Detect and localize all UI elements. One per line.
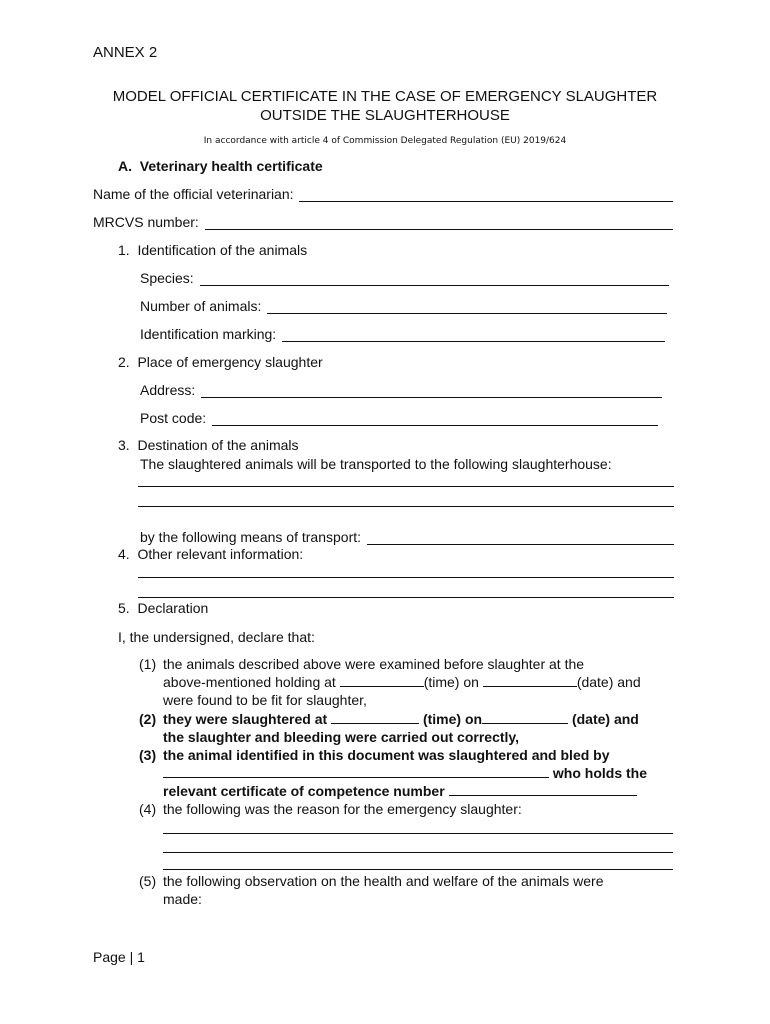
decl-1-line-3: were found to be fit for slaughter, xyxy=(163,692,367,708)
transport-blank[interactable] xyxy=(367,532,674,545)
mrcvs-label: MRCVS number: xyxy=(93,214,203,230)
decl-4-number: (4) xyxy=(139,801,157,817)
decl-3-certificate-blank[interactable] xyxy=(449,783,637,796)
decl-1-time-blank[interactable] xyxy=(340,674,424,687)
number-field[interactable] xyxy=(140,298,667,314)
decl-1-holding-text: above-mentioned holding at xyxy=(163,674,340,690)
other-info-blank-1[interactable] xyxy=(138,577,674,578)
decl-5-line-2: made: xyxy=(163,891,202,907)
number-blank[interactable] xyxy=(267,301,667,314)
decl-2-slaughtered-text: they were slaughtered at xyxy=(163,711,332,727)
decl-2-time-label: (time) on xyxy=(419,711,483,727)
marking-label: Identification marking: xyxy=(140,326,281,342)
address-blank[interactable] xyxy=(201,385,662,398)
decl-1-line-1: the animals described above were examined before slaughter at the xyxy=(163,656,585,672)
decl-5-number: (5) xyxy=(139,873,157,889)
species-blank[interactable] xyxy=(200,273,669,286)
decl-3-certificate-text: relevant certificate of competence number xyxy=(163,783,449,799)
transport-label: by the following means of transport: xyxy=(140,529,365,545)
decl-2-date-blank[interactable] xyxy=(482,711,568,724)
item-2-title: 2. Place of emergency slaughter xyxy=(118,354,323,370)
reason-blank-1[interactable] xyxy=(163,833,673,834)
decl-1-line-2 xyxy=(163,674,641,690)
decl-1-date-blank[interactable] xyxy=(483,674,577,687)
decl-4-line-1: the following was the reason for the emergency slaughter: xyxy=(163,801,522,817)
species-label: Species: xyxy=(140,270,198,286)
decl-1-number: (1) xyxy=(139,656,157,672)
transport-field[interactable] xyxy=(140,529,674,545)
decl-2-line-1 xyxy=(163,711,639,727)
item-1-title: 1. Identification of the animals xyxy=(118,242,308,258)
vet-name-label: Name of the official veterinarian: xyxy=(93,186,298,202)
species-field[interactable] xyxy=(140,270,669,286)
title-line-2: OUTSIDE THE SLAUGHTERHOUSE xyxy=(260,107,510,124)
item-3-text: The slaughtered animals will be transported to the following slaughterhouse: xyxy=(140,456,612,472)
postcode-blank[interactable] xyxy=(212,413,658,426)
decl-2-time-blank[interactable] xyxy=(331,711,419,724)
decl-1-date-label: (date) and xyxy=(576,674,641,690)
page-number: Page | 1 xyxy=(93,949,145,965)
reason-blank-3[interactable] xyxy=(163,869,673,870)
section-a-heading: A. Veterinary health certificate xyxy=(118,158,323,174)
vet-name-field[interactable] xyxy=(93,186,673,202)
decl-5-line-1: the following observation on the health and welfare of the animals were xyxy=(163,873,604,889)
title-line-1: MODEL OFFICIAL CERTIFICATE IN THE CASE OF EMERGENCY SLAUGHTER xyxy=(112,88,658,105)
item-4-title: 4. Other relevant information: xyxy=(118,546,304,562)
decl-3-holds-text: who holds the xyxy=(549,765,647,781)
decl-3-line-3 xyxy=(163,783,637,799)
decl-1-time-label: (time) on xyxy=(423,674,483,690)
other-info-blank-2[interactable] xyxy=(138,597,674,598)
mrcvs-blank[interactable] xyxy=(205,217,673,230)
slaughterhouse-blank-2[interactable] xyxy=(138,506,674,507)
mrcvs-field[interactable] xyxy=(93,214,673,230)
address-label: Address: xyxy=(140,382,200,398)
declaration-intro: I, the undersigned, declare that: xyxy=(118,629,315,645)
decl-3-line-2 xyxy=(163,765,647,781)
decl-3-line-1: the animal identified in this document was slaughtered and bled by xyxy=(163,747,610,763)
decl-2-number: (2) xyxy=(139,711,157,727)
number-label: Number of animals: xyxy=(140,298,266,314)
reason-blank-2[interactable] xyxy=(163,852,673,853)
annex-label: ANNEX 2 xyxy=(93,44,158,61)
decl-3-number: (3) xyxy=(139,747,157,763)
decl-2-line-2: the slaughter and bleeding were carried out correctly, xyxy=(163,729,520,745)
item-3-title: 3. Destination of the animals xyxy=(118,437,299,453)
subtitle: In accordance with article 4 of Commission Delegated Regulation (EU) 2019/624 xyxy=(203,136,567,146)
marking-blank[interactable] xyxy=(282,329,665,342)
address-field[interactable] xyxy=(140,382,662,398)
decl-2-date-label: (date) and xyxy=(568,711,639,727)
slaughterhouse-blank-1[interactable] xyxy=(138,486,674,487)
vet-name-blank[interactable] xyxy=(299,189,673,202)
postcode-field[interactable] xyxy=(140,410,658,426)
item-5-title: 5. Declaration xyxy=(118,600,209,616)
postcode-label: Post code: xyxy=(140,410,211,426)
decl-3-name-blank[interactable] xyxy=(163,765,549,778)
marking-field[interactable] xyxy=(140,326,665,342)
